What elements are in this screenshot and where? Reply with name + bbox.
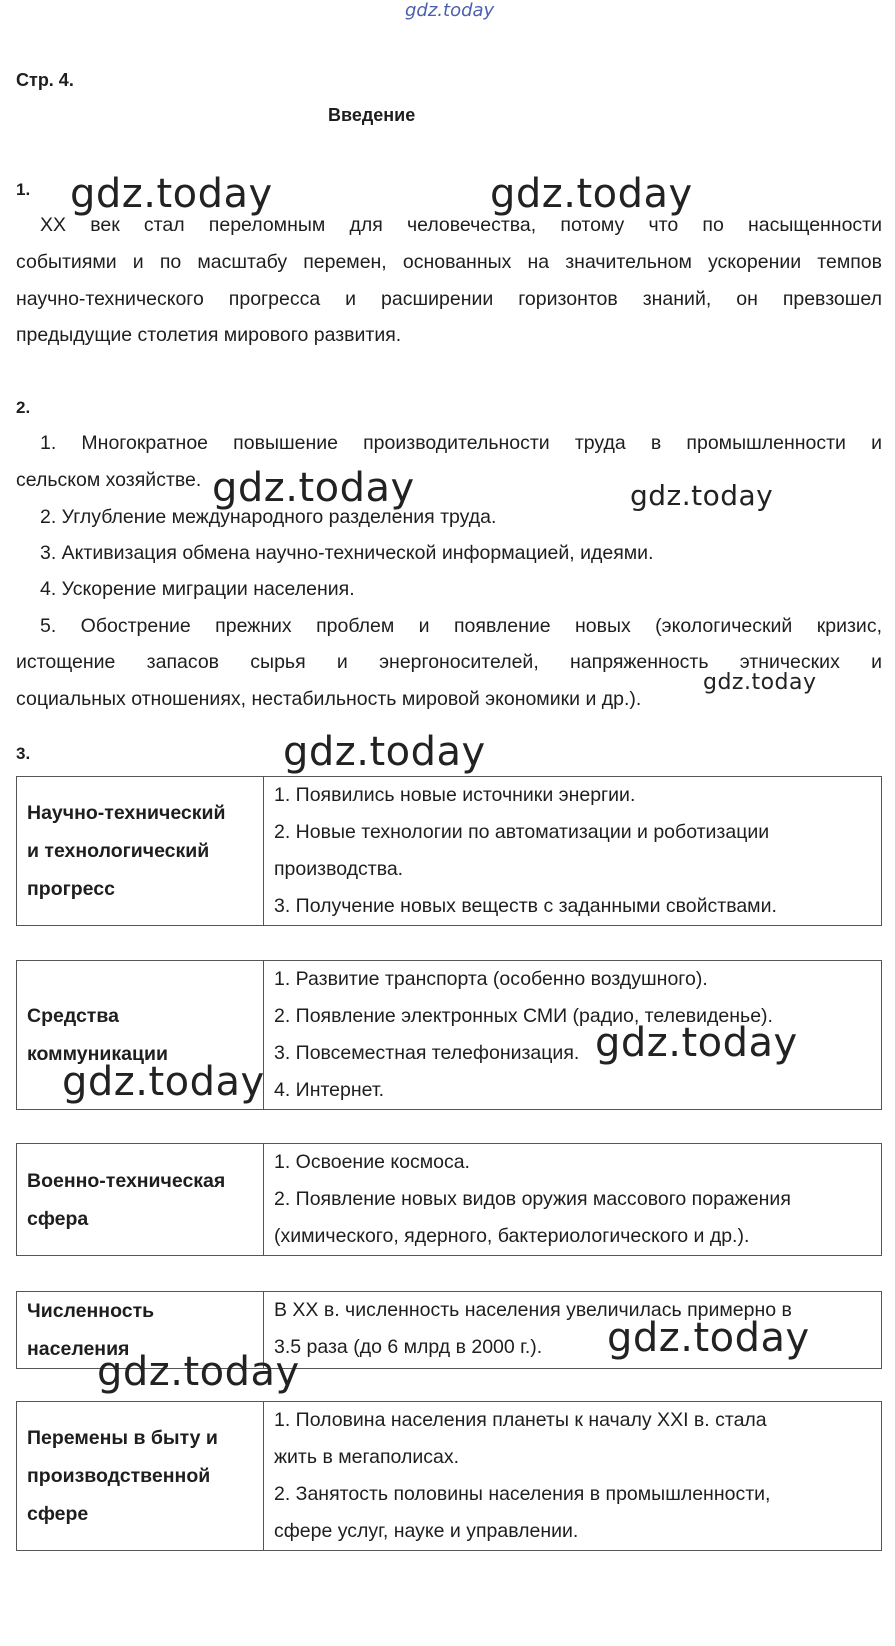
section-2-number: 2. — [16, 398, 31, 417]
section-2-line: 2. Углубление международного разделения труда. — [40, 506, 497, 528]
page-title: Введение — [328, 105, 416, 125]
watermark: gdz.today — [630, 479, 774, 512]
watermark: gdz.today — [607, 1315, 810, 1361]
page-label: Стр. 4. — [16, 70, 74, 90]
section-2-line: истощение запасов сырья и энергоносителей, напряженность этнических и — [16, 651, 882, 673]
table-value: 1. Освоение космоса. 2. Появление новых видов оружия массового поражения (химического, ядерного, бактериологического и др.). — [264, 1144, 882, 1256]
table-value: 1. Появились новые источники энергии. 2. Новые технологии по автоматизации и роботизации производства. 3. Получение новых веществ с заданными свойствами. — [264, 777, 882, 926]
table-value: В XX в. численность населения увеличилась примерно в 3.5 раза (до 6 млрд в 2000 г.). — [264, 1292, 882, 1369]
table-military — [16, 1143, 882, 1256]
watermark: gdz.today — [703, 670, 817, 695]
watermark: gdz.today — [62, 1059, 265, 1105]
watermark: gdz.today — [70, 171, 273, 217]
watermark-top: gdz.today — [405, 0, 495, 21]
watermark: gdz.today — [283, 729, 486, 775]
table-label: Средства коммуникации — [17, 961, 264, 1110]
table-scientific-progress — [16, 776, 882, 926]
section-3-number: 3. — [16, 744, 31, 763]
section-2-line: 5. Обострение прежних проблем и появление новых (экологический кризис, — [40, 615, 882, 637]
table-label: Численность населения — [17, 1292, 264, 1369]
table-everyday-changes — [16, 1401, 882, 1551]
table-label: Научно-технический и технологический прогресс — [17, 777, 264, 926]
watermark: gdz.today — [97, 1349, 300, 1395]
watermark: gdz.today — [490, 171, 693, 217]
table-label: Перемены в быту и производственной сфере — [17, 1402, 264, 1551]
table-label: Военно-техническая сфера — [17, 1144, 264, 1256]
watermark: gdz.today — [212, 465, 415, 511]
table-value: 1. Развитие транспорта (особенно воздушного). 2. Появление электронных СМИ (радио, телевиденье). 3. Повсеместная телефонизация. 4. Интернет. — [264, 961, 882, 1110]
section-2-line: 1. Многократное повышение производительности труда в промышленности и — [40, 432, 882, 454]
section-2-line: сельском хозяйстве. — [16, 469, 202, 491]
section-2-line: 3. Активизация обмена научно-технической информацией, идеями. — [40, 542, 654, 564]
section-1-number: 1. — [16, 180, 31, 199]
section-1-line: предыдущие столетия мирового развития. — [16, 324, 402, 346]
section-1-line: событиями и по масштабу перемен, основанных на значительном ускорении темпов — [16, 251, 882, 273]
section-1-line: научно-технического прогресса и расширении горизонтов знаний, он превзошел — [16, 288, 882, 310]
table-value: 1. Половина населения планеты к началу XXI в. стала жить в мегаполисах. 2. Занятость половины населения в промышленности, сфере услуг, науке и управлении. — [264, 1402, 882, 1551]
watermark: gdz.today — [595, 1020, 798, 1066]
section-2-line: 4. Ускорение миграции населения. — [40, 578, 355, 600]
section-2-line: социальных отношениях, нестабильность мировой экономики и др.). — [16, 688, 642, 710]
section-1-line: XX век стал переломным для человечества, потому что по насыщенности — [40, 214, 882, 236]
